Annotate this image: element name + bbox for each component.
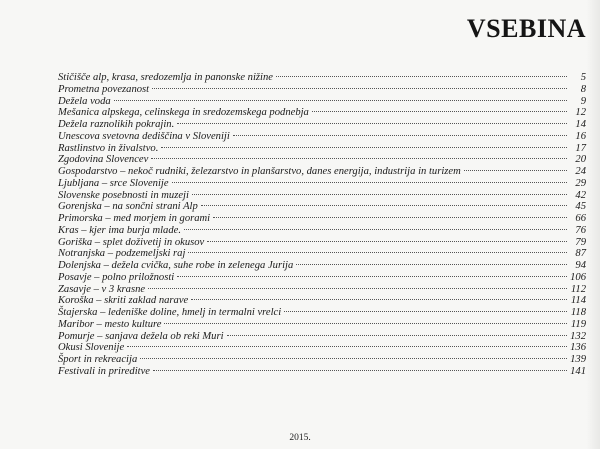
publication-year: 2015. [289,433,311,443]
toc-entry [58,307,586,319]
toc-entry-title: Notranjska – podzemeljski raj [58,248,186,260]
toc-dot-leader [207,241,567,242]
toc-entry-page: 9 [580,95,586,107]
toc-entry-title: Zasavje – v 3 krasne [58,283,146,295]
toc-entry-page: 87 [575,248,586,260]
toc-entry-page: 24 [575,166,586,177]
toc-entry-title: Koroška – skriti zaklad narave [58,295,189,307]
toc-entry [58,225,586,237]
toc-entry [58,154,586,166]
toc-dot-leader [464,170,567,171]
toc-entry-title: Štajerska – ledeniške doline, hmelj in termalni vrelci [58,307,282,318]
toc-entry-page: 112 [570,283,586,295]
toc-entry [58,295,586,307]
toc-entry-page: 76 [575,224,586,236]
toc-entry [58,96,586,108]
toc-entry-page: 14 [575,119,586,130]
toc-entry-title: Mešanica alpskega, celinskega in sredozemskega podnebja [58,107,309,119]
toc-entry-page: 94 [575,260,586,271]
toc-entry-page: 16 [575,130,586,142]
toc-entry [58,72,586,84]
toc-dot-leader [114,100,567,101]
toc-entry-title: Okusi Slovenije [58,342,125,354]
toc-entry-page: 114 [570,295,586,307]
toc-entry-title: Prometna povezanost [58,83,150,95]
toc-entry [58,319,586,331]
toc-entry-title: Unescova svetovna dediščina v Sloveniji [58,130,230,142]
toc-entry-title: Slovenske posebnosti in muzeji [58,189,189,201]
toc-dot-leader [227,335,567,336]
toc-entry-title: Dežela raznolikih pokrajin. [58,119,175,130]
toc-entry-page: 118 [570,307,586,318]
toc-entry [58,342,586,354]
toc-entry [58,284,586,296]
toc-dot-leader [233,135,567,136]
toc-entry [58,237,586,249]
toc-entry-title: Dolenjska – dežela cvička, suhe robe in zelenega Jurija [58,260,294,271]
toc-dot-leader [148,288,567,289]
toc-entry [58,119,586,131]
toc-entry-page: 12 [575,107,586,119]
toc-dot-leader [296,264,567,265]
toc-dot-leader [161,147,567,148]
toc-entry-page: 17 [575,142,586,154]
toc-entry-title: Gospodarstvo – nekoč rudniki, železarstvo in planšarstvo, danes energija, industrija in turizem [58,166,461,177]
toc-entry [58,248,586,260]
toc-entry [58,354,586,366]
toc-entry-page: 119 [570,318,586,330]
toc-entry [58,272,586,284]
toc-entry-title: Ljubljana – srce Slovenije [58,177,169,189]
toc-entry-page: 20 [575,154,586,166]
toc-entry-title: Dežela voda [58,95,111,107]
toc-entry-page: 132 [570,330,586,342]
toc-entry-title: Zgodovina Slovencev [58,154,149,166]
toc-dot-leader [284,311,567,312]
toc-entry-title: Maribor – mesto kulture [58,318,162,330]
toc-entry-title: Kras – kjer ima burja mlade. [58,224,182,236]
toc-dot-leader [177,123,567,124]
toc-dot-leader [192,194,567,195]
toc-entry-page: 45 [575,201,586,213]
toc-entry-title: Stičišče alp, krasa, sredozemlja in panonske nižine [58,72,273,83]
toc-entry [58,178,586,190]
toc-entry [58,166,586,178]
toc-dot-leader [153,370,567,371]
toc-dot-leader [164,323,567,324]
toc-entry [58,131,586,143]
toc-entry-page: 42 [575,189,586,201]
toc-dot-leader [188,252,567,253]
toc-dot-leader [152,88,567,89]
toc-dot-leader [184,229,567,230]
toc-entry [58,84,586,96]
toc-entry [58,260,586,272]
toc-dot-leader [172,182,567,183]
toc-entry-title: Gorenjska – na sončni strani Alp [58,201,198,213]
toc-entry [58,190,586,202]
toc-dot-leader [201,205,567,206]
toc-dot-leader [213,217,567,218]
toc-entry-title: Festivali in prireditve [58,365,150,377]
toc-dot-leader [177,276,567,277]
contents-heading: VSEBINA [466,14,586,43]
page-edge-shadow [586,0,600,449]
toc-entry [58,107,586,119]
toc-entry-title: Primorska – med morjem in gorami [58,213,211,224]
toc-entry [58,143,586,155]
toc-entry-title: Posavje – polno priložnosti [58,271,175,283]
toc-entry-page: 8 [580,83,586,95]
toc-entry-page: 141 [570,365,586,377]
toc-dot-leader [276,76,567,77]
toc-entry [58,331,586,343]
toc-entry-title: Goriška – splet doživetij in okusov [58,236,205,248]
toc-dot-leader [312,111,567,112]
toc-entry-page: 29 [575,177,586,189]
toc-entry-page: 5 [580,72,586,83]
toc-entry [58,201,586,213]
toc-entry [58,366,586,378]
toc-entry-title: Pomurje – sanjava dežela ob reki Muri [58,330,224,342]
toc-entry-page: 136 [570,342,586,354]
toc-entry-page: 139 [570,354,586,365]
toc-entry [58,213,586,225]
toc-dot-leader [127,346,567,347]
toc-entry-title: Rastlinstvo in živalstvo. [58,142,159,154]
toc-entry-title: Šport in rekreacija [58,354,138,365]
toc-dot-leader [151,158,567,159]
toc-dot-leader [140,358,567,359]
toc-dot-leader [191,299,567,300]
toc-entry-page: 79 [575,236,586,248]
toc-entry-page: 66 [575,213,586,224]
table-of-contents [58,72,586,378]
toc-entry-page: 106 [570,271,586,283]
